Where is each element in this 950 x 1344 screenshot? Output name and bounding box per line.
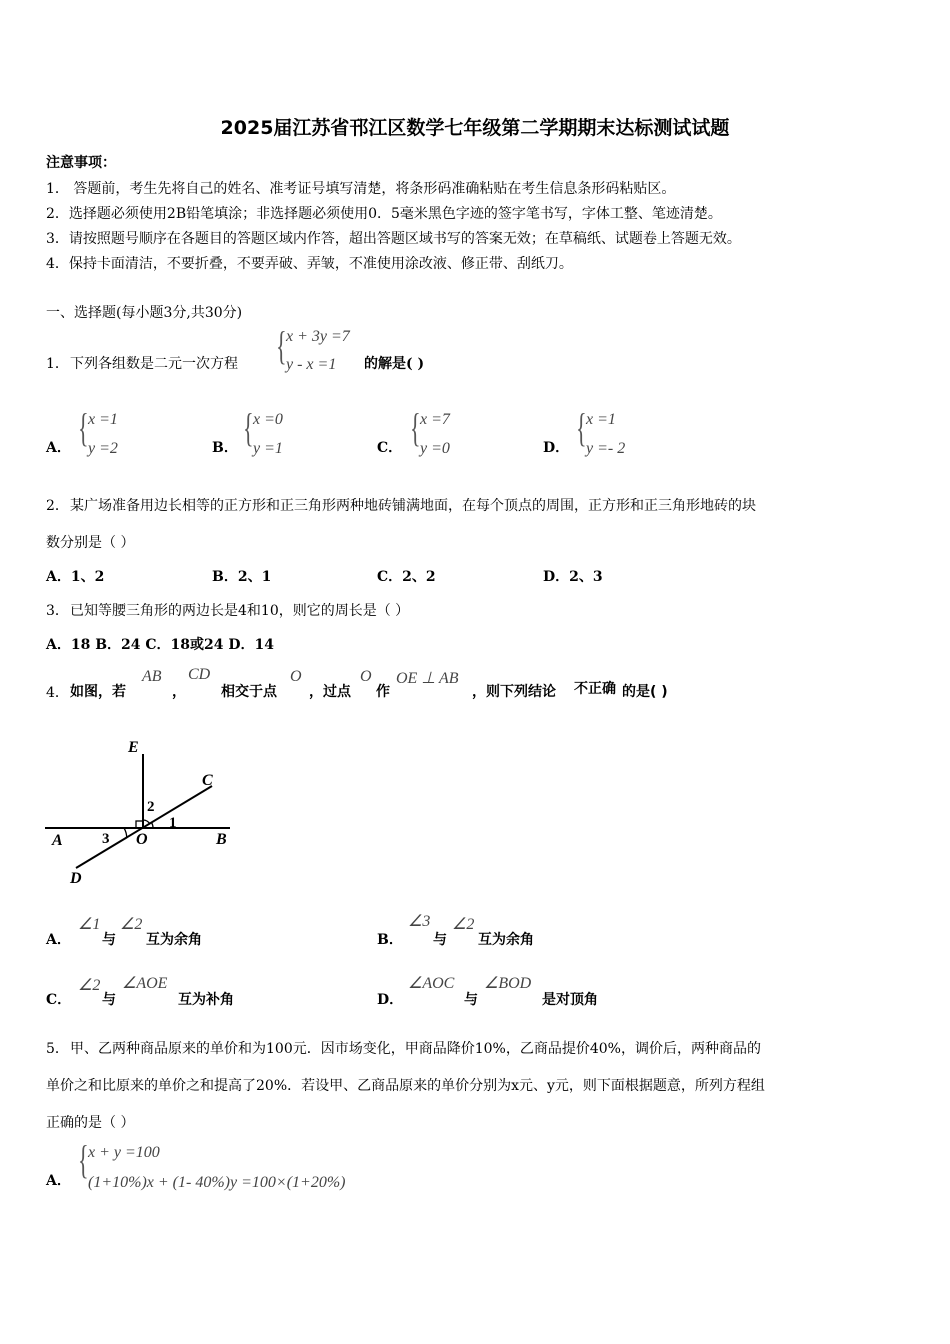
q1-option-b-l1: x =0 bbox=[253, 411, 283, 428]
q4-option-d-end: 是对顶角 bbox=[542, 992, 598, 1008]
q5-line3: 正确的是（ ） bbox=[46, 1115, 135, 1131]
q2-option-c: C．2、2 bbox=[377, 569, 436, 585]
q1-option-d-l1: x =1 bbox=[586, 411, 616, 428]
q5-option-a-l2: (1+10%)x + (1- 40%)y =100×(1+20%) bbox=[88, 1174, 346, 1191]
q4-option-b-angle-2: ∠2 bbox=[452, 916, 475, 933]
q1-option-b-brace: { bbox=[243, 405, 254, 450]
notice-item-3: 3．请按照题号顺序在各题目的答题区域内作答，超出答题区域书写的答案无效；在草稿纸、试题卷上答题无效。 bbox=[46, 231, 741, 247]
q1-option-c-brace: { bbox=[410, 405, 421, 450]
q4-number: 4． bbox=[46, 685, 69, 701]
q4-text-3: ，过点 bbox=[309, 684, 351, 700]
q4-math-ab: AB bbox=[142, 668, 162, 685]
q1-option-a-label: A． bbox=[46, 440, 71, 456]
q1-number: 1． bbox=[46, 356, 69, 372]
q4-math-cd: CD bbox=[188, 666, 211, 683]
q4-option-c-angle-2: ∠AOE bbox=[122, 975, 168, 992]
q4-option-b-mid: 与 bbox=[433, 932, 447, 948]
q1-option-d-l2: y =- 2 bbox=[586, 440, 626, 457]
angle-3-arc bbox=[124, 828, 127, 838]
q5-line1: 甲、乙两种商品原来的单价和为100元．因市场变化，甲商品降价10%，乙商品提价40%，调价后，两种商品的 bbox=[70, 1041, 761, 1057]
label-angle-1: 1 bbox=[169, 815, 177, 831]
q1-suffix: 的解是( ) bbox=[364, 356, 425, 372]
angle-2-arc bbox=[143, 820, 150, 824]
q4-math-oe-perp-ab: OE ⊥ AB bbox=[396, 670, 459, 687]
q5-option-a-l1: x + y =100 bbox=[88, 1144, 160, 1161]
q1-option-a-l2: y =2 bbox=[88, 440, 118, 457]
q2-option-b: B．2、1 bbox=[212, 569, 272, 585]
q5-option-a-brace: { bbox=[78, 1137, 89, 1182]
q4-option-d-angle-1: ∠AOC bbox=[408, 975, 455, 992]
q1-option-c-l2: y =0 bbox=[420, 440, 450, 457]
q4-text-6: 的是( ) bbox=[622, 684, 668, 700]
q4-option-a-angle-1: ∠1 bbox=[78, 916, 101, 933]
q4-option-c-label: C． bbox=[46, 992, 72, 1008]
q4-option-d-mid: 与 bbox=[464, 992, 478, 1008]
q4-text-2: 相交于点 bbox=[221, 684, 277, 700]
q3-text: 已知等腰三角形的两边长是4和10，则它的周长是（ ） bbox=[70, 603, 410, 619]
q1-option-a-brace: { bbox=[78, 405, 89, 450]
q4-text-emphasis: 不正确 bbox=[574, 681, 616, 697]
q3-options: A．18 B．24 C．18或24 D．14 bbox=[46, 637, 275, 653]
label-angle-2: 2 bbox=[147, 799, 155, 815]
label-angle-3: 3 bbox=[102, 831, 110, 847]
q1-option-d-brace: { bbox=[576, 405, 587, 450]
section-heading: 一、选择题(每小题3分,共30分) bbox=[46, 305, 243, 321]
q4-option-b-angle-1: ∠3 bbox=[408, 913, 431, 930]
label-c: C bbox=[202, 772, 213, 789]
label-a: A bbox=[52, 832, 63, 849]
q1-option-d-label: D． bbox=[543, 440, 570, 456]
q4-option-a-end: 互为余角 bbox=[146, 932, 202, 948]
q5-option-a-label: A． bbox=[46, 1173, 71, 1189]
notice-item-2: 2．选择题必须使用2B铅笔填涂；非选择题必须使用0．5毫米黑色字迹的签字笔书写，字体工整、笔迹清楚。 bbox=[46, 206, 722, 222]
q1-option-b-l2: y =1 bbox=[253, 440, 283, 457]
q4-option-a-mid: 与 bbox=[102, 932, 116, 948]
q4-option-b-end: 互为余角 bbox=[478, 932, 534, 948]
q1-option-c-label: C． bbox=[377, 440, 403, 456]
q4-option-c-end: 互为补角 bbox=[178, 992, 234, 1008]
q2-option-a: A．1、2 bbox=[46, 569, 105, 585]
q4-option-a-angle-2: ∠2 bbox=[120, 916, 143, 933]
q1-option-a-l1: x =1 bbox=[88, 411, 118, 428]
q4-text-4: 作 bbox=[376, 684, 390, 700]
q4-option-c-angle-1: ∠2 bbox=[78, 977, 101, 994]
q1-option-c-l1: x =7 bbox=[420, 411, 450, 428]
q1-text: 下列各组数是二元一次方程 bbox=[70, 356, 238, 372]
label-o: O bbox=[136, 831, 148, 848]
q4-text-1: 如图，若 bbox=[70, 684, 126, 700]
q1-eq2: y - x =1 bbox=[286, 356, 337, 373]
q4-sep: ， bbox=[172, 684, 186, 700]
q4-math-o2: O bbox=[360, 668, 372, 685]
label-d: D bbox=[70, 870, 82, 887]
q4-option-b-label: B． bbox=[377, 932, 403, 948]
q3-number: 3． bbox=[46, 603, 69, 619]
q2-number: 2． bbox=[46, 498, 69, 514]
q1-system-brace: { bbox=[276, 323, 287, 368]
q4-option-c-mid: 与 bbox=[102, 992, 116, 1008]
right-angle-marker bbox=[136, 821, 143, 828]
notice-heading: 注意事项： bbox=[46, 155, 116, 171]
q5-number: 5． bbox=[46, 1041, 69, 1057]
q4-option-d-angle-2: ∠BOD bbox=[484, 975, 532, 992]
q2-line1: 某广场准备用边长相等的正方形和正三角形两种地砖铺满地面，在每个顶点的周围，正方形和正三角形地砖的块 bbox=[70, 498, 756, 514]
q5-line2: 单价之和比原来的单价之和提高了20%．若设甲、乙商品原来的单价分别为x元、y元，则下面根据题意，所列方程组 bbox=[46, 1078, 765, 1094]
q4-option-d-label: D． bbox=[377, 992, 404, 1008]
q4-figure bbox=[40, 730, 250, 890]
notice-item-1: 1． 答题前，考生先将自己的姓名、准考证号填写清楚，将条形码准确粘贴在考生信息条形码粘贴区。 bbox=[46, 181, 676, 197]
q2-line2: 数分别是（ ） bbox=[46, 535, 135, 551]
q1-option-b-label: B． bbox=[212, 440, 238, 456]
label-e: E bbox=[128, 739, 139, 756]
page-title: 2025届江苏省邗江区数学七年级第二学期期末达标测试试题 bbox=[220, 117, 730, 139]
notice-item-4: 4．保持卡面清洁，不要折叠，不要弄破、弄皱，不准使用涂改液、修正带、刮纸刀。 bbox=[46, 256, 573, 272]
q4-text-5: ，则下列结论 bbox=[472, 684, 556, 700]
q4-option-a-label: A． bbox=[46, 932, 71, 948]
q2-option-d: D．2、3 bbox=[543, 569, 603, 585]
q1-eq1: x + 3y =7 bbox=[286, 328, 350, 345]
q4-math-o1: O bbox=[290, 668, 302, 685]
label-b: B bbox=[216, 831, 227, 848]
